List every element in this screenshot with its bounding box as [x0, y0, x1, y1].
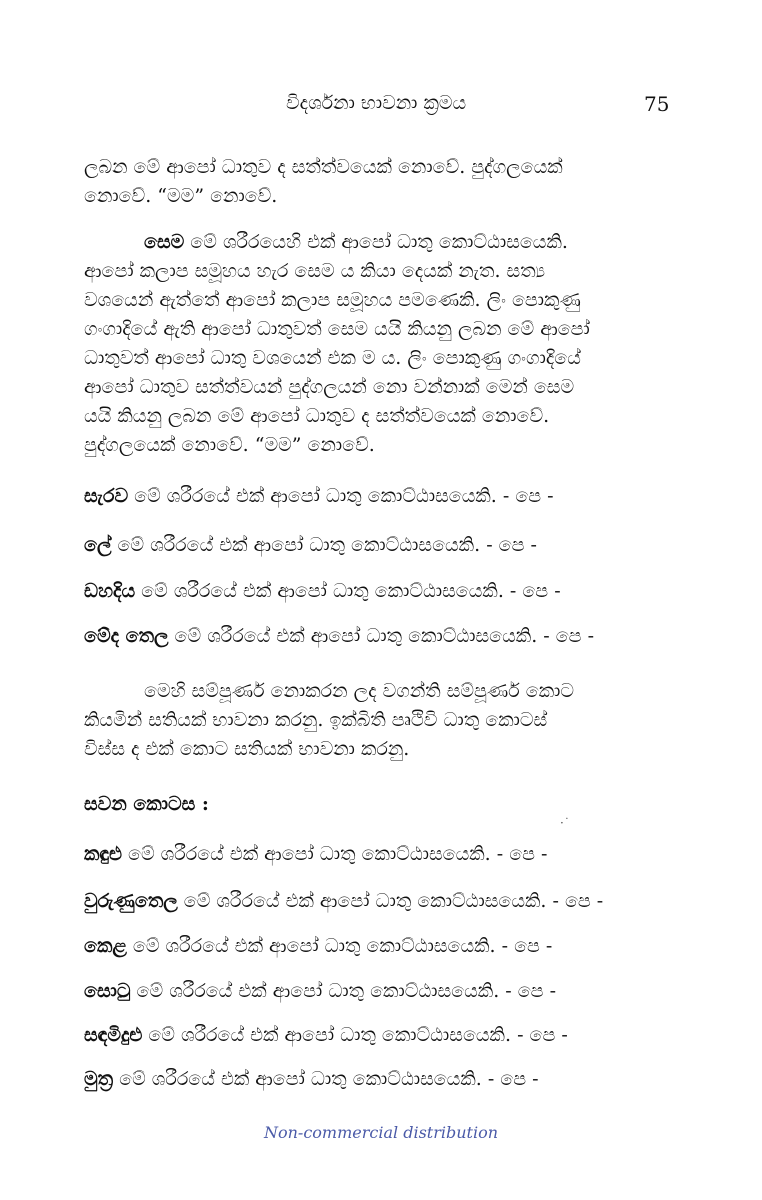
paragraph-2 [84, 228, 684, 460]
paragraph-2-line: ගංගාදියේ ඇති ආපෝ ධාතුවත් සෙම යයි කියනු ලබන මේ ආපෝ [84, 318, 590, 340]
entry-item [84, 481, 684, 511]
paragraph-1 [84, 153, 684, 211]
entry-term: ඩහදිය [84, 580, 136, 602]
paragraph-2-line: වශයෙන් ඇත්තේ ආපෝ කලාප සමූහය පමණෙකි. ලිං පොකුණු [84, 289, 581, 311]
entry-text: මේ ශරීරයේ එක් ආපෝ ධාතු කොට්ඨාසයෙකි. - පෙ - [121, 843, 548, 865]
section-heading: සවන කොටස : [84, 793, 209, 815]
entry-item [84, 530, 684, 560]
entry-text: මේ ශරීරයේ එක් ආපෝ ධාතු කොට්ඨාසයෙකි. - පෙ - [177, 890, 604, 912]
entry-item [84, 1020, 684, 1050]
entry-term: සඳමිදුළු [84, 1024, 143, 1046]
paragraph-2-term: සෙම [144, 231, 185, 253]
footer-watermark: Non-commercial distribution [263, 1123, 498, 1142]
entry-text: මේ ශරීරයේ එක් ආපෝ ධාතු කොට්ඨාසයෙකි. - පෙ - [126, 935, 553, 957]
entry-item [84, 931, 684, 961]
entry-item [84, 621, 684, 651]
paragraph-2-first-line-text: මේ ශරීරයෙහි එක් ආපෝ ධාතු කොට්ඨාසයෙකි. [184, 231, 568, 253]
page-number: 75 [644, 92, 670, 116]
paragraph-3-line: මෙහි සම්පූර්ණ නොකරන ලද වගන්ති සම්පූර්ණ කොට [144, 680, 575, 702]
entry-term: සැරව [84, 485, 129, 507]
entry-text: මේ ශරීරයේ එක් ආපෝ ධාතු කොට්ඨාසයෙකි. - පෙ - [113, 1068, 539, 1090]
paragraph-2-line: යයි කියනු ලබන මේ ආපෝ ධාතුව ද සත්ත්වයෙක් නොවේ. [84, 405, 550, 427]
entry-term: මුත්‍ර [84, 1068, 114, 1090]
entry-term: කෙළ [84, 935, 127, 957]
entry-term: මේද තෙල [84, 625, 169, 647]
entry-item [84, 976, 684, 1006]
entry-term: සොටු [84, 980, 131, 1002]
entry-term: ලේ [84, 534, 112, 556]
paragraph-1-line: නොවේ. “මම” නොවේ. [84, 185, 278, 207]
paragraph-3-line: කියමින් සතියක් භාවනා කරනු. ඉක්බිති පෘථිවි ධාතු කොටස් [84, 709, 548, 731]
entry-item [84, 886, 684, 916]
paragraph-2-line: ආපෝ ධාතුව සත්ත්වයන් පුද්ගලයන් නො වන්නාක් මෙන් සෙම [84, 376, 575, 398]
entry-text: මේ ශරීරයේ එක් ආපෝ ධාතු කොට්ඨාසයෙකි. - පෙ - [168, 625, 594, 647]
entry-item [84, 576, 684, 606]
paragraph-2-first-line [84, 228, 684, 257]
paragraph-2-line: ආපෝ කලාප සමූහය හැර සෙම ය කියා දෙයක් නැත. සත්‍ය [84, 260, 546, 282]
paragraph-3 [84, 677, 684, 764]
entry-item [84, 1064, 684, 1094]
paragraph-3-line: විස්ස ද එක් කොට සතියක් භාවනා කරනු. [84, 738, 410, 760]
entry-text: මේ ශරීරයේ එක් ආපෝ ධාතු කොට්ඨාසයෙකි. - පෙ - [111, 534, 537, 556]
running-header-title: විදර්ශනා භාවනා ක්‍රමය [286, 92, 467, 114]
entry-item [84, 839, 684, 869]
scan-speck: ·˙ [560, 816, 570, 830]
entry-text: මේ ශරීරයේ එක් ආපෝ ධාතු කොට්ඨාසයෙකි. - පෙ - [142, 1024, 568, 1046]
paragraph-2-line: පුද්ගලයෙක් නොවේ. “මම” නොවේ. [84, 434, 375, 456]
paragraph-1-line: ලබන මේ ආපෝ ධාතුව ද සත්ත්වයෙක් නොවේ. පුද්ගලයෙක් [84, 156, 563, 178]
entry-term: වුරුණුතෙල [84, 890, 178, 912]
paragraph-2-line: ධාතුවත් ආපෝ ධාතු වශයෙන් එක ම ය. ලිං පොකුණු ගංගාදියේ [84, 347, 581, 369]
entry-term: කඳුළු [84, 843, 122, 865]
entry-text: මේ ශරීරයේ එක් ආපෝ ධාතු කොට්ඨාසයෙකි. - පෙ - [128, 485, 554, 507]
entry-text: මේ ශරීරයේ එක් ආපෝ ධාතු කොට්ඨාසයෙකි. - පෙ - [130, 980, 556, 1002]
entry-text: මේ ශරීරයේ එක් ආපෝ ධාතු කොට්ඨාසයෙකි. - පෙ - [135, 580, 561, 602]
